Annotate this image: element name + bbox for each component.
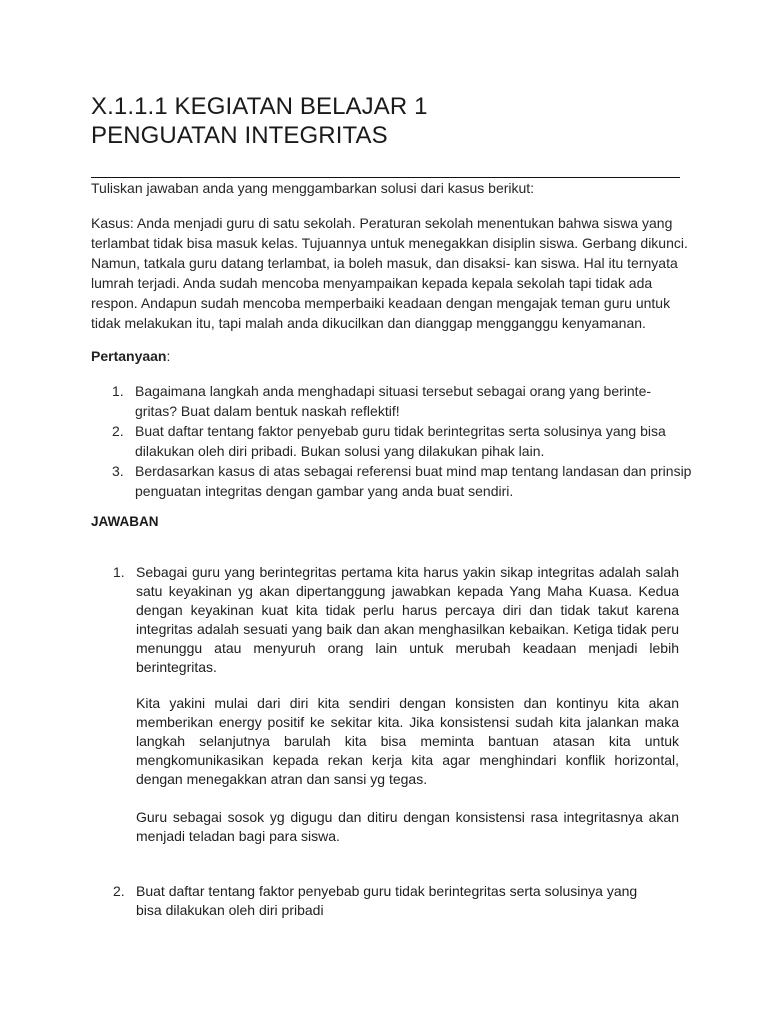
question-number: 1. xyxy=(112,383,124,399)
question-text: Berdasarkan kasus di atas sebagai referensi buat mind map tentang landasan dan prinsip penguatan integritas dengan gambar yang anda buat sendiri. xyxy=(135,463,692,499)
pertanyaan-label: Pertanyaan xyxy=(91,348,167,364)
answer-1-paragraph-2: Kita yakini mulai dari diri kita sendiri dengan konsisten dan kontinyu kita akan memberikan energy positif ke sekitar kita. Jika konsistensi sudah kita jalankan maka langkah selanjutnya barulah kita bisa meminta bantuan atasan kita untuk mengkomunikasikan kepada rekan kerja kita agar menghindari konflik horizontal, dengan menegakkan atran dan sansi yg tegas. xyxy=(136,695,679,787)
answer-2-paragraph-1: Buat daftar tentang faktor penyebab guru tidak berintegritas serta solusinya yang bisa dilakukan oleh diri pribadi xyxy=(136,883,638,918)
jawaban-heading: JAWABAN xyxy=(91,514,159,529)
answer-number: 2. xyxy=(113,883,125,899)
list-item xyxy=(112,421,692,461)
answer-number: 1. xyxy=(113,564,125,580)
document-title xyxy=(91,92,691,150)
question-text: Bagaimana langkah anda menghadapi situasi tersebut sebagai orang yang berinte- gritas? Buat dalam bentuk naskah reflektif! xyxy=(135,383,652,419)
title-line-1: X.1.1.1 KEGIATAN BELAJAR 1 xyxy=(91,93,428,120)
pertanyaan-colon: : xyxy=(166,348,171,364)
list-item xyxy=(112,461,692,501)
list-item xyxy=(112,381,692,421)
title-line-2: PENGUATAN INTEGRITAS xyxy=(91,122,388,149)
kasus-paragraph: Kasus: Anda menjadi guru di satu sekolah. Peraturan sekolah menentukan bahwa siswa yang terlambat tidak bisa masuk kelas. Tujuannya untuk menegakkan disiplin siswa. Gerbang dikunci. Namun, tatkala guru datang terlambat, ia boleh masuk, dan disaksi- kan siswa. Hal itu ternyata lumrah terjadi. Anda sudah mencoba menyampaikan kepada kepala sekolah tapi tidak ada respon. Andapun sudah mencoba memperbaiki keadaan dengan mengajak teman guru untuk tidak melakukan itu, tapi malah anda dikucilkan dan dianggap mengganggu kenyamanan. xyxy=(91,215,688,331)
question-list xyxy=(112,381,692,501)
answer-1-paragraph-1: Sebagai guru yang berintegritas pertama kita harus yakin sikap integritas adalah salah satu keyakinan yg akan dipertanggung jawabkan kepada Yang Maha Kuasa. Kedua dengan keyakinan kuat kita tidak perlu harus percaya diri dan tidak takut karena integritas adalah sesuati yang baik dan akan menghasilkan kebaikan. Ketiga tidak peru menunggu atau menyuruh orang lain untuk merubah keadaan menjadi lebih berintegritas. xyxy=(136,564,679,675)
answer-1-paragraph-3: Guru sebagai sosok yg digugu dan ditiru dengan konsistensi rasa integritasnya akan menjadi teladan bagi para siswa. xyxy=(136,809,679,844)
question-text: Buat daftar tentang faktor penyebab guru tidak berintegritas serta solusinya yang bisa dilakukan oleh diri pribadi. Bukan solusi yang dilakukan pihak lain. xyxy=(135,423,666,459)
pertanyaan-heading xyxy=(91,346,391,366)
question-number: 2. xyxy=(112,423,124,439)
question-number: 3. xyxy=(112,463,124,479)
intro-text: Tuliskan jawaban anda yang menggambarkan solusi dari kasus berikut: xyxy=(91,180,535,196)
